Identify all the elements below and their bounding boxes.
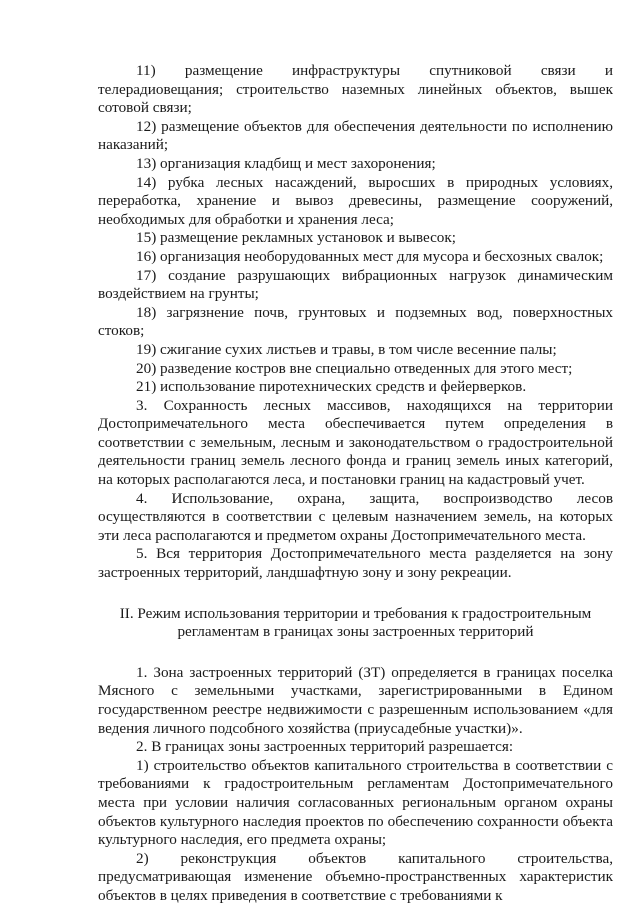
paragraph-zone-1: 1. Зона застроенных территорий (ЗТ) определяется в границах поселка Мясного с земельными участками, зарегистрированными в Едином государственном реестре недвижимости с разрешенным использованием «для ведения личного подсобного хозяйства (приусадебные участки)». bbox=[98, 663, 613, 737]
paragraph-zone-2: 2. В границах зоны застроенных территорий разрешается: bbox=[136, 738, 514, 756]
paragraph-item-12: 12) размещение объектов для обеспечения деятельности по исполнению наказаний; bbox=[98, 117, 613, 154]
paragraph-item-20: 20) разведение костров вне специально отведенных для этого мест; bbox=[136, 359, 573, 377]
paragraph-clause-5: 5. Вся территория Достопримечательного места разделяется на зону застроенных территорий, ландшафтную зону и зону рекреации. bbox=[98, 545, 613, 582]
paragraph-zone-item-2: 2) реконструкция объектов капитального строительства, предусматривающая изменение объемно-пространственных характеристик объектов в целях приведения в соответствие с требованиями к bbox=[98, 849, 613, 904]
paragraph-item-16: 16) организация необорудованных мест для мусора и бесхозных свалок; bbox=[136, 247, 604, 265]
paragraph-clause-3: 3. Сохранность лесных массивов, находящихся на территории Достопримечательного места обеспечивается путем определения в соответствии с земельным, лесным и законодательством о градостроительной деятельности границ земель лесного фонда и границ земель иных категорий, на которых располагаются леса, и постановки границ на кадастровый учет. bbox=[98, 396, 613, 489]
paragraph-item-18: 18) загрязнение почв, грунтовых и подземных вод, поверхностных стоков; bbox=[98, 303, 613, 340]
paragraph-zone-item-1: 1) строительство объектов капитального строительства в соответствии с требованиями к градостроительным регламентам Достопримечательного места при условии наличия согласованных региональным органом охраны объектов культурного наследия проектов по обеспечению сохранности объекта культурного наследия, его предмета охраны; bbox=[98, 756, 613, 849]
paragraph-clause-4: 4. Использование, охрана, защита, воспроизводство лесов осуществляются в соответствии с целевым назначением земель, на которых эти леса располагаются и предметом охраны Достопримечательного места. bbox=[98, 489, 613, 544]
paragraph-item-21: 21) использование пиротехнических средств и фейерверков. bbox=[136, 378, 527, 396]
section-heading: II. Режим использования территории и требования к градостроительным регламентам в границах зоны застроенных территорий bbox=[119, 604, 592, 641]
paragraph-item-17: 17) создание разрушающих вибрационных нагрузок динамическим воздействием на грунты; bbox=[98, 266, 613, 303]
paragraph-item-19: 19) сжигание сухих листьев и травы, в том числе весенние палы; bbox=[136, 340, 557, 358]
paragraph-item-14: 14) рубка лесных насаждений, выросших в природных условиях, переработка, хранение и вывоз древесины, размещение сооружений, необходимых для обработки и хранения леса; bbox=[98, 173, 613, 228]
paragraph-item-13: 13) организация кладбищ и мест захоронения; bbox=[136, 154, 436, 172]
paragraph-item-11: 11) размещение инфраструктуры спутниковой связи и телерадиовещания; строительство наземных линейных объектов, вышек сотовой связи; bbox=[98, 62, 613, 117]
list-bottom bbox=[98, 664, 613, 906]
list-top bbox=[98, 62, 613, 583]
paragraph-item-15: 15) размещение рекламных установок и вывесок; bbox=[136, 229, 456, 247]
